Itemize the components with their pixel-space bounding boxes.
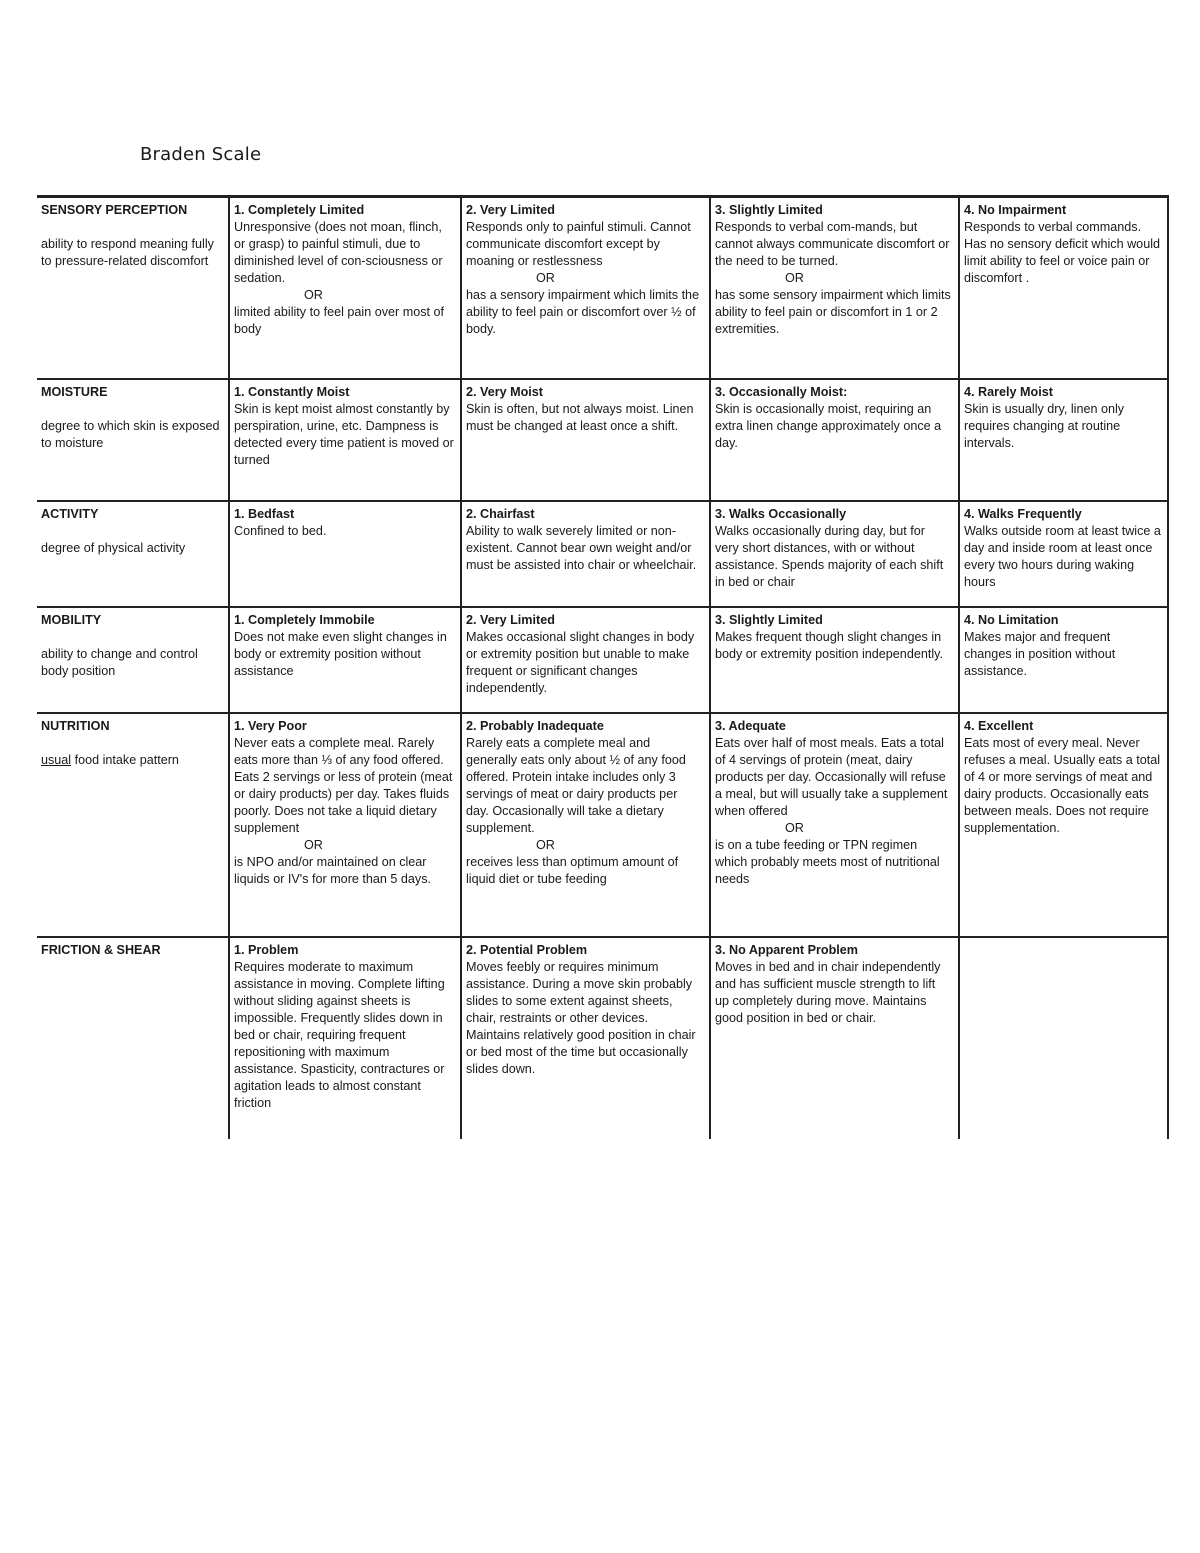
category-description [41,752,222,769]
level-title: 4. No Limitation [964,612,1059,627]
level-cell-1 [229,197,461,379]
or-separator: OR [304,288,323,302]
level-cell-4 [959,607,1168,713]
row-mobility [37,607,1168,713]
category-cell-nutrition [37,713,229,937]
category-cell-sensory-perception [37,197,229,379]
level-cell-4 [959,713,1168,937]
level-cell-2 [461,937,710,1139]
level-description: Skin is usually dry, linen only requires changing at routine intervals. [964,401,1125,450]
level-title: 3. No Apparent Problem [715,942,858,957]
category-name: MOISTURE [41,384,108,399]
category-description-text: food intake pattern [71,752,179,767]
level-cell-1 [229,379,461,501]
level-title: 1. Very Poor [234,718,307,733]
level-description: limited ability to feel pain over most of body [234,305,444,336]
level-title: 3. Slightly Limited [715,612,823,627]
level-cell-2 [461,501,710,607]
level-description: is on a tube feeding or TPN regimen which probably meets most of nutritional needs [715,837,940,886]
level-cell-3 [710,197,959,379]
level-cell-1 [229,713,461,937]
level-title: 2. Very Limited [466,612,555,627]
level-description: Makes occasional slight changes in body or extremity position but unable to make frequent or significant changes independently. [466,629,695,695]
level-cell-3 [710,713,959,937]
level-cell-3 [710,501,959,607]
row-activity [37,501,1168,607]
level-title: 2. Very Limited [466,203,555,217]
level-title: 1. Constantly Moist [234,384,350,399]
level-description: Ability to walk severely limited or non-existent. Cannot bear own weight and/or must be assisted into chair or wheelchair. [466,523,697,572]
level-description: Unresponsive (does not moan, flinch, or grasp) to painful stimuli, due to diminished level of con-sciousness or sedation. [234,220,443,285]
category-name: FRICTION & SHEAR [41,942,161,957]
braden-scale-table [37,195,1169,1139]
category-description-underlined: usual [41,752,72,767]
category-description-text: degree of physical activity [41,540,186,555]
level-title: 1. Bedfast [234,506,295,521]
level-description: Skin is kept moist almost constantly by perspiration, urine, etc. Dampness is detected every time patient is moved or turned [234,401,454,467]
level-title: 1. Completely Limited [234,203,365,217]
or-separator: OR [304,837,323,852]
category-description-text: ability to respond meaning fully to pressure-related discomfort [41,237,214,268]
level-description: Responds to verbal commands. Has no sensory deficit which would limit ability to feel or voice pain or discomfort . [964,220,1160,285]
category-description [41,236,222,270]
level-description: Makes frequent though slight changes in body or extremity position independently. [715,629,943,661]
level-description: Skin is often, but not always moist. Linen must be changed at least once a shift. [466,401,694,433]
level-title: 4. Excellent [964,718,1034,733]
level-title: 3. Walks Occasionally [715,506,847,521]
level-description: Responds to verbal com-mands, but cannot always communicate discomfort or the need to be turned. [715,220,950,268]
level-description: Requires moderate to maximum assistance in moving. Complete lifting without sliding against sheets is impossible. Frequently slides down in bed or chair, requiring frequent repositioning with maximum assistance. Spasticity, contractures or agitation leads to almost constant friction [234,959,445,1110]
level-cell-2 [461,197,710,379]
level-title: 2. Probably Inadequate [466,718,604,733]
level-title: 4. Walks Frequently [964,506,1082,521]
level-description: Confined to bed. [234,523,327,538]
level-title: 4. Rarely Moist [964,384,1053,399]
category-name: SENSORY PERCEPTION [41,203,188,217]
or-separator: OR [536,837,555,852]
category-description [41,540,222,557]
level-cell-1 [229,607,461,713]
row-moisture [37,379,1168,501]
category-cell-moisture [37,379,229,501]
level-cell-4 [959,197,1168,379]
category-description [41,646,222,680]
level-description: receives less than optimum amount of liquid diet or tube feeding [466,854,679,886]
category-description-text: ability to change and control body position [41,646,198,678]
category-name: MOBILITY [41,612,102,627]
level-cell-1 [229,937,461,1139]
level-description: has some sensory impairment which limits ability to feel pain or discomfort in 1 or 2 extremities. [715,288,951,336]
level-description: Skin is occasionally moist, requiring an extra linen change approximately once a day. [715,401,942,450]
row-sensory-perception [37,197,1168,379]
level-description: Walks outside room at least twice a day and inside room at least once every two hours during waking hours [964,523,1161,589]
level-description: Does not make even slight changes in body or extremity position without assistance [234,629,447,678]
category-cell-mobility [37,607,229,713]
level-title: 1. Problem [234,942,299,957]
level-cell-3 [710,379,959,501]
level-cell-4 [959,937,1168,1139]
category-description [41,418,222,452]
level-description: Makes major and frequent changes in position without assistance. [964,629,1116,678]
category-name: ACTIVITY [41,506,99,521]
level-title: 4. No Impairment [964,203,1067,217]
level-description: has a sensory impairment which limits the ability to feel pain or discomfort over ½ of body. [466,288,700,336]
category-name: NUTRITION [41,718,110,733]
level-title: 3. Slightly Limited [715,203,823,217]
level-title: 2. Potential Problem [466,942,588,957]
level-title: 1. Completely Immobile [234,612,375,627]
level-description: Eats most of every meal. Never refuses a meal. Usually eats a total of 4 or more servings of meat and dairy products. Occasionally eats between meals. Does not require supplementation. [964,735,1160,835]
level-title: 2. Very Moist [466,384,543,399]
level-cell-2 [461,379,710,501]
level-cell-2 [461,713,710,937]
or-separator: OR [785,271,804,285]
level-cell-2 [461,607,710,713]
or-separator: OR [785,820,804,835]
level-description: Rarely eats a complete meal and generally eats only about ½ of any food offered. Protein intake includes only 3 servings of meat or dairy products per day. Occasionally will take a dietary supplement. [466,735,686,835]
level-description: Moves feebly or requires minimum assistance. During a move skin probably slides to some extent against sheets, chair, restraints or other devices. Maintains relatively good position in chair or bed most of the time but occasionally slides down. [466,959,696,1076]
document-title: Braden Scale [140,144,262,165]
level-title: 2. Chairfast [466,506,535,521]
level-description: Walks occasionally during day, but for very short distances, with or without assistance. Spends majority of each shift in bed or chair [715,523,944,589]
level-description: Moves in bed and in chair independently and has sufficient muscle strength to lift up completely during move. Maintains good position in bed or chair. [715,959,941,1025]
category-description-text: degree to which skin is exposed to moisture [41,418,220,450]
level-cell-4 [959,379,1168,501]
row-friction-shear [37,937,1168,1139]
level-description: Never eats a complete meal. Rarely eats more than ⅓ of any food offered. Eats 2 servings or less of protein (meat or dairy products) per day. Takes fluids poorly. Does not take a liquid dietary supplement [234,735,453,835]
level-description: Eats over half of most meals. Eats a total of 4 servings of protein (meat, dairy products per day. Occasionally will refuse a meal, but will usually take a supplement when offered [715,735,948,818]
or-separator: OR [536,271,555,285]
row-nutrition [37,713,1168,937]
level-cell-1 [229,501,461,607]
level-cell-3 [710,607,959,713]
category-cell-activity [37,501,229,607]
category-cell-friction-shear [37,937,229,1139]
level-cell-3 [710,937,959,1139]
level-description: is NPO and/or maintained on clear liquids or IV's for more than 5 days. [234,854,431,886]
level-cell-4 [959,501,1168,607]
level-title: 3. Adequate [715,718,786,733]
level-title: 3. Occasionally Moist: [715,384,848,399]
level-description: Responds only to painful stimuli. Cannot communicate discomfort except by moaning or restlessness [466,220,691,268]
